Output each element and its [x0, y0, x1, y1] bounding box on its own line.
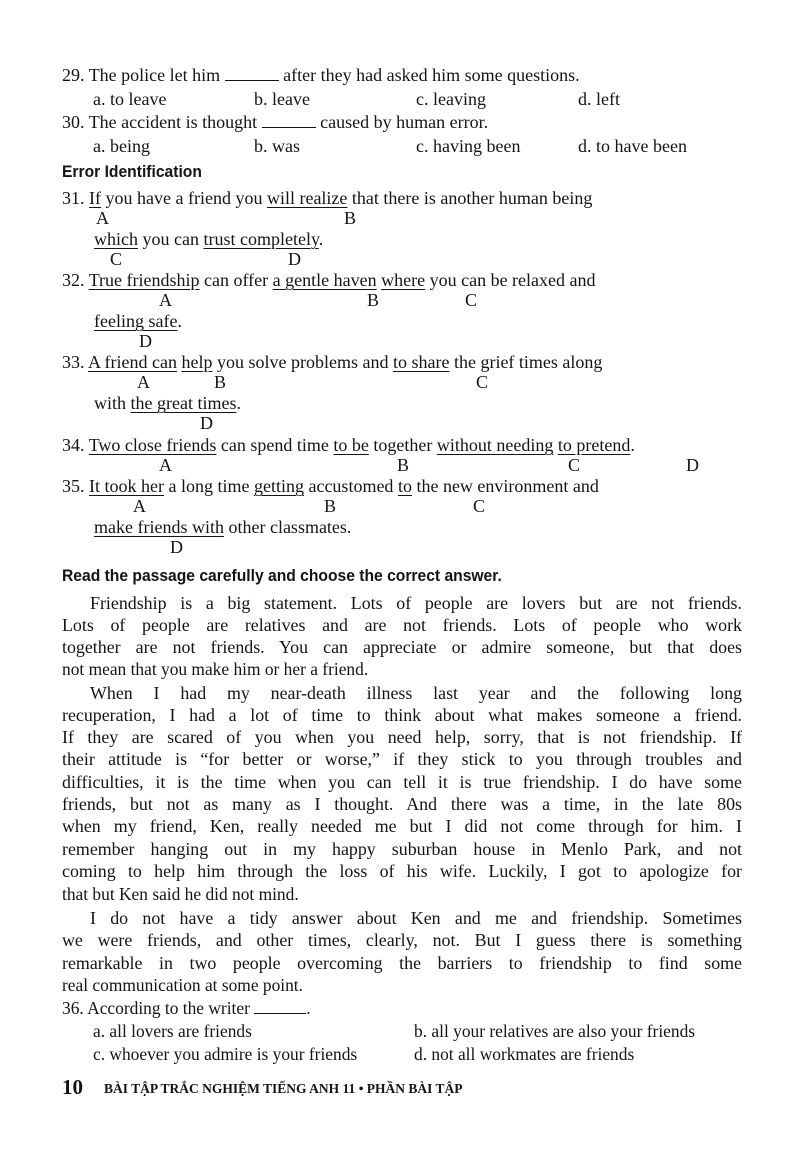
question-number: 36.: [62, 998, 84, 1018]
underlined-option[interactable]: which: [94, 229, 138, 249]
sentence-text: together: [368, 435, 437, 455]
question-36: [62, 999, 311, 1017]
question-33: [62, 353, 602, 371]
option-marker-b: B: [367, 290, 380, 310]
option-a[interactable]: a. being: [93, 136, 150, 156]
question-31: [62, 189, 592, 207]
underlined-option[interactable]: trust completely: [203, 229, 319, 249]
passage-line: When I had my near-death illness last year and the following long: [90, 683, 742, 703]
passage-line: remember hanging out in my happy suburban house in Menlo Park, and not: [62, 839, 742, 859]
underlined-option[interactable]: to share: [392, 352, 450, 372]
question-33-line2: [94, 394, 241, 412]
underlined-option[interactable]: the great times: [130, 393, 237, 413]
underlined-option[interactable]: to be: [333, 435, 369, 455]
question-29: [62, 66, 580, 84]
underlined-option[interactable]: If: [89, 188, 101, 208]
question-32: [62, 271, 596, 289]
option-d[interactable]: d. not all workmates are friends: [414, 1044, 635, 1064]
question-34: [62, 436, 635, 454]
sentence-text: can offer: [199, 270, 273, 290]
option-marker-a: A: [159, 455, 172, 475]
underlined-option[interactable]: A friend can: [88, 352, 177, 372]
sentence-text: .: [318, 229, 324, 249]
option-c[interactable]: c. whoever you admire is your friends: [93, 1044, 358, 1064]
underlined-option[interactable]: to: [397, 476, 412, 496]
question-number: 32.: [62, 270, 85, 290]
question-text: The police let him: [88, 65, 221, 85]
question-text: According to the writer: [87, 998, 250, 1018]
option-b[interactable]: b. leave: [254, 89, 310, 109]
question-number: 31.: [62, 188, 85, 208]
section-heading: Read the passage carefully and choose the correct answer.: [62, 566, 502, 585]
running-footer: [104, 1082, 463, 1096]
underlined-option[interactable]: It took her: [89, 476, 164, 496]
underlined-option[interactable]: feeling safe: [94, 311, 178, 331]
sentence-text: with: [94, 393, 131, 413]
option-marker-b: B: [214, 372, 227, 392]
underlined-option[interactable]: Two close friends: [88, 435, 217, 455]
passage-line: I do not have a tidy answer about Ken and me and friendship. Sometimes: [90, 908, 742, 928]
question-number: 33.: [62, 352, 85, 372]
underlined-option[interactable]: getting: [253, 476, 304, 496]
option-marker-a: A: [133, 496, 146, 516]
option-d[interactable]: d. left: [578, 89, 620, 109]
question-text: The accident is thought: [88, 112, 258, 132]
option-marker-c: C: [473, 496, 486, 516]
sentence-text: .: [236, 393, 241, 413]
page-number: 10: [62, 1075, 83, 1099]
section-heading: Error Identification: [62, 162, 202, 181]
option-marker-b: B: [397, 455, 410, 475]
sentence-text: you can: [138, 229, 204, 249]
option-a[interactable]: a. to leave: [93, 89, 167, 109]
option-marker-b: B: [324, 496, 337, 516]
passage-line: Lots of people are relatives and are not friends. Lots of people who work: [62, 615, 742, 635]
option-marker-c: C: [476, 372, 489, 392]
sentence-text: the new environment and: [411, 476, 599, 496]
answer-blank: [225, 66, 279, 81]
passage-line: together are not friends. You can appreciate or admire someone, but that does: [62, 637, 742, 657]
bullet: •: [358, 1081, 364, 1096]
passage-line: when my friend, Ken, really needed me but I did not come through for him. I: [62, 816, 742, 836]
passage-line: coming to help him through the loss of his wife. Luckily, I got to apologize for: [62, 861, 742, 881]
passage-line: difficulties, it is the time when you can tell it is true friendship. I do have some: [62, 772, 742, 792]
passage-line: we were friends, and other times, clearly, not. But I guess there is something: [62, 930, 742, 950]
underlined-option[interactable]: True friendship: [88, 270, 200, 290]
question-text: .: [306, 998, 311, 1018]
question-number: 34.: [62, 435, 85, 455]
answer-blank: [254, 999, 306, 1014]
passage-line: friends, but not as many as I thought. And there was a time, in the late 80s: [62, 794, 742, 814]
option-b[interactable]: b. was: [254, 136, 300, 156]
underlined-option[interactable]: help: [181, 352, 213, 372]
option-d[interactable]: d. to have been: [578, 136, 687, 156]
section-label: PHẦN BÀI TẬP: [366, 1081, 463, 1096]
option-b[interactable]: b. all your relatives are also your friends: [414, 1021, 696, 1041]
passage-line: real communication at some point.: [62, 975, 303, 995]
sentence-text: you can be relaxed and: [425, 270, 596, 290]
option-c[interactable]: c. having been: [416, 136, 521, 156]
option-marker-d: D: [170, 537, 183, 557]
sentence-text: .: [177, 311, 182, 331]
question-31-line2: [94, 230, 323, 248]
option-marker-d: D: [686, 455, 699, 475]
passage-line: not mean that you make him or her a friend.: [62, 659, 369, 679]
underlined-option[interactable]: a gentle haven: [272, 270, 377, 290]
option-marker-a: A: [137, 372, 150, 392]
question-32-line2: [94, 312, 182, 330]
book-title: BÀI TẬP TRẮC NGHIỆM TIẾNG ANH 11: [104, 1081, 356, 1096]
sentence-text: can spend time: [216, 435, 334, 455]
passage-line: remarkable in two people overcoming the barriers to friendship to find some: [62, 953, 742, 973]
sentence-text: a long time: [163, 476, 254, 496]
underlined-option[interactable]: where: [381, 270, 426, 290]
sentence-text: you have a friend you: [101, 188, 267, 208]
underlined-option[interactable]: without needing: [436, 435, 554, 455]
sentence-text: accustomed: [303, 476, 398, 496]
passage-line: recuperation, I had a lot of time to think about what makes someone a friend.: [62, 705, 742, 725]
option-marker-a: A: [159, 290, 172, 310]
question-number: 30.: [62, 112, 85, 132]
question-text: after they had asked him some questions.: [283, 65, 580, 85]
passage-line: Friendship is a big statement. Lots of people are lovers but are not friends.: [90, 593, 742, 613]
question-number: 29.: [62, 65, 85, 85]
underlined-option[interactable]: to pretend: [557, 435, 631, 455]
underlined-option[interactable]: make friends with: [94, 517, 224, 537]
option-marker-d: D: [288, 249, 301, 269]
passage-line: their attitude is “for better or worse,” if they stick to you through troubles and: [62, 749, 742, 769]
sentence-text: .: [630, 435, 635, 455]
option-c[interactable]: c. leaving: [416, 89, 486, 109]
question-number: 35.: [62, 476, 85, 496]
option-marker-c: C: [110, 249, 123, 269]
question-text: caused by human error.: [320, 112, 489, 132]
sentence-text: that there is another human being: [347, 188, 593, 208]
option-marker-a: A: [96, 208, 109, 228]
passage-line: If they are scared of you when you need help, sorry, that is not friendship. If: [62, 727, 742, 747]
question-35: [62, 477, 599, 495]
passage-line: that but Ken said he did not mind.: [62, 884, 299, 904]
option-marker-d: D: [200, 413, 213, 433]
option-marker-b: B: [344, 208, 357, 228]
sentence-text: the grief times along: [449, 352, 603, 372]
option-marker-c: C: [568, 455, 581, 475]
question-30: [62, 113, 488, 131]
answer-blank: [262, 113, 316, 128]
sentence-text: other classmates.: [223, 517, 352, 537]
question-35-line2: [94, 518, 351, 536]
option-marker-d: D: [139, 331, 152, 351]
underlined-option[interactable]: will realize: [266, 188, 348, 208]
sentence-text: you solve problems and: [212, 352, 393, 372]
option-a[interactable]: a. all lovers are friends: [93, 1021, 252, 1041]
option-marker-c: C: [465, 290, 478, 310]
